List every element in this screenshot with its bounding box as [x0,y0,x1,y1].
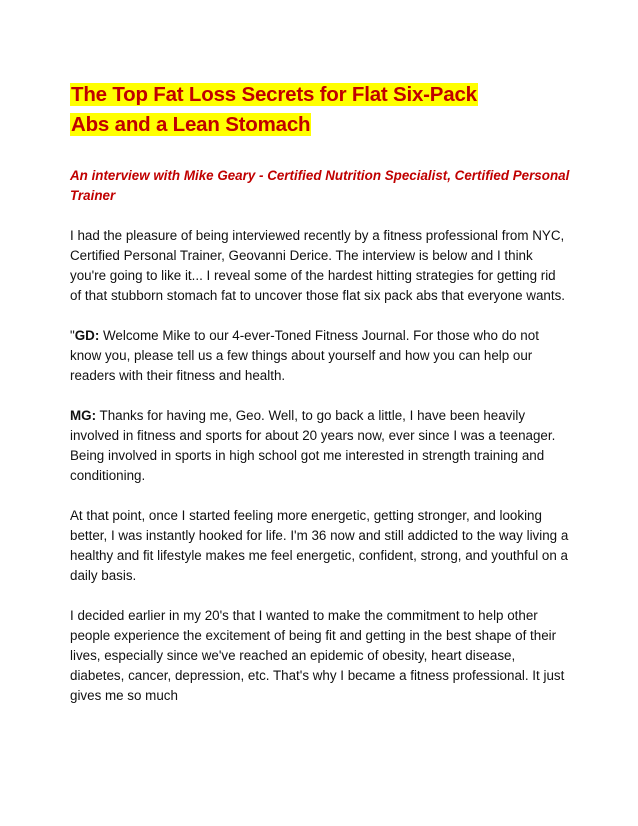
document-content [70,80,570,706]
title-line-2: Abs and a Lean Stomach [71,113,311,136]
speaker-gd: GD: [74,328,100,343]
intro-paragraph: I had the pleasure of being interviewed recently by a fitness professional from NYC, Certified Personal Trainer, Geovanni Derice. The interview is below and I think you're going to like it... I reveal some of the hardest hitting strategies for getting rid of that stubborn stomach fat to uncover those flat six pack abs that everyone wants. [70,228,565,303]
title-line-1: The Top Fat Loss Secrets for Flat Six-Pack [71,83,477,106]
speaker-mg: MG: [70,408,97,423]
document-subtitle: An interview with Mike Geary - Certified Nutrition Specialist, Certified Personal Trainer [70,168,570,203]
body-paragraph-5: I decided earlier in my 20's that I wanted to make the commitment to help other people experience the excitement of being fit and getting in the best shape of their lives, especially since we've reached an epidemic of obesity, heart disease, diabetes, cancer, depression, etc. That's why I became a fitness professional. It just gives me so much [70,608,565,703]
gd-question-paragraph [70,326,570,386]
quote-mark: " [70,328,75,343]
gd-question-text: Welcome Mike to our 4-ever-Toned Fitness Journal. For those who do not know you, please tell us a few things about yourself and how you can help our readers with their fitness and health. [70,328,539,383]
body-paragraph-4: At that point, once I started feeling more energetic, getting stronger, and looking better, I was instantly hooked for life. I'm 36 now and still addicted to the way living a healthy and fit lifestyle makes me feel energetic, confident, strong, and youthful on a daily basis. [70,508,569,583]
mg-answer-paragraph [70,406,570,486]
document-title [70,80,570,140]
mg-answer-text: Thanks for having me, Geo. Well, to go back a little, I have been heavily involved in fitness and sports for about 20 years now, ever since I was a teenager. Being involved in sports in high school got me interested in strength training and conditioning. [70,408,556,483]
